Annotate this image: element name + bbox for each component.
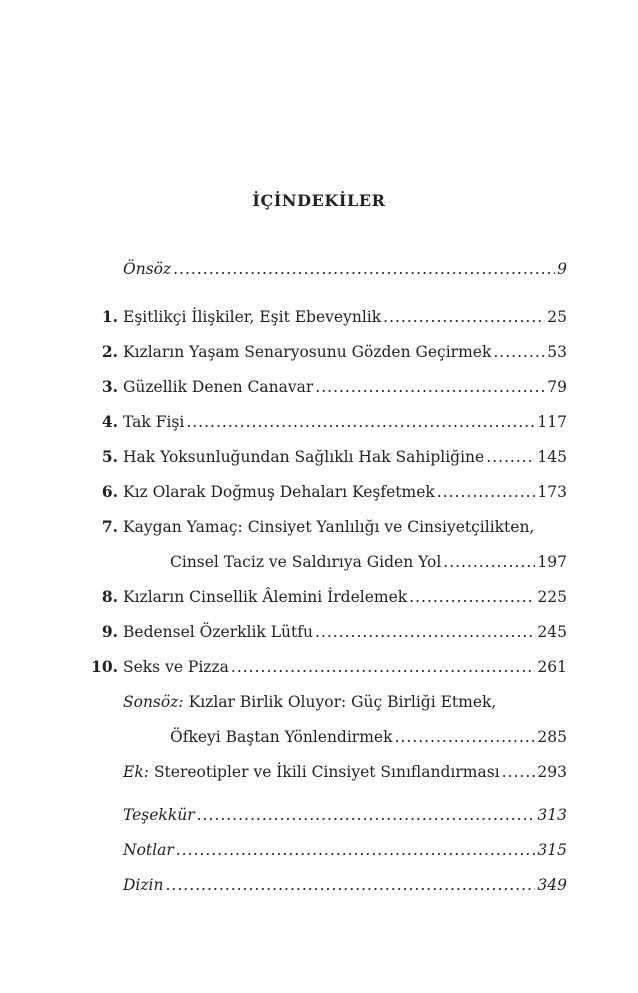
sonsoz-label: Sonsöz: xyxy=(123,693,184,711)
leader-dots xyxy=(383,307,545,327)
leader-dots xyxy=(231,657,536,677)
chapter-page: 25 xyxy=(547,308,567,326)
chapter-title: Seks ve Pizza xyxy=(123,658,229,676)
toc-entry-onsoz xyxy=(123,259,567,279)
back-page: 349 xyxy=(537,876,567,894)
ek-label: Ek: xyxy=(123,763,149,781)
toc-entry-sonsoz xyxy=(123,692,567,712)
page-title: İÇİNDEKİLER xyxy=(252,191,386,210)
toc-entry-chapter xyxy=(101,342,567,362)
back-page: 315 xyxy=(537,841,567,859)
chapter-number: 5. xyxy=(101,447,118,466)
toc-entry-chapter xyxy=(101,482,567,502)
chapter-number: 3. xyxy=(101,377,118,396)
sonsoz-title-cont: Öfkeyi Baştan Yönlendirmek xyxy=(170,728,393,746)
toc-entry-chapter xyxy=(101,377,567,397)
toc-entry-chapter xyxy=(101,307,567,327)
chapter-page: 173 xyxy=(537,483,567,501)
chapter-title: Tak Fişi xyxy=(123,413,185,431)
chapter-number: 4. xyxy=(101,412,118,431)
leader-dots xyxy=(486,447,535,467)
chapter-page: 261 xyxy=(537,658,567,676)
back-page: 313 xyxy=(537,806,567,824)
toc-entry-chapter xyxy=(101,622,567,642)
toc-entry-chapter-cont xyxy=(170,552,567,572)
chapter-title: Kızların Yaşam Senaryosunu Gözden Geçirmek xyxy=(123,343,492,361)
chapter-title-cont: Cinsel Taciz ve Saldırıya Giden Yol xyxy=(170,553,442,571)
toc-entry-label: Önsöz xyxy=(123,260,172,278)
toc-entry-sonsoz-cont xyxy=(170,727,567,747)
toc-entry-back xyxy=(123,875,567,895)
leader-dots xyxy=(437,482,536,502)
toc-entry-back xyxy=(123,805,567,825)
chapter-title: Kız Olarak Doğmuş Dehaları Keşfetmek xyxy=(123,483,435,501)
leader-dots xyxy=(197,805,536,825)
leader-dots xyxy=(315,622,535,642)
leader-dots xyxy=(186,412,535,432)
chapter-title: Hak Yoksunluğundan Sağlıklı Hak Sahipliğine xyxy=(123,448,485,466)
sonsoz-title: Kızlar Birlik Oluyor: Güç Birliği Etmek, xyxy=(188,693,497,711)
leader-dots xyxy=(315,377,545,397)
toc-entry-chapter xyxy=(101,587,567,607)
chapter-page: 53 xyxy=(547,343,567,361)
toc-entry-chapter xyxy=(101,517,567,537)
toc-entry-ek xyxy=(123,762,567,782)
chapter-page: 197 xyxy=(537,553,567,571)
chapter-title: Kızların Cinsellik Âlemini İrdelemek xyxy=(123,588,408,606)
back-label: Notlar xyxy=(123,841,174,859)
leader-dots xyxy=(443,552,535,572)
chapter-number: 8. xyxy=(101,587,118,606)
back-label: Teşekkür xyxy=(123,806,195,824)
leader-dots xyxy=(394,727,535,747)
chapter-number: 6. xyxy=(101,482,118,501)
sonsoz-page: 285 xyxy=(537,728,567,746)
toc-entry-chapter xyxy=(91,657,567,677)
chapter-number: 9. xyxy=(101,622,118,641)
back-label: Dizin xyxy=(123,876,164,894)
chapter-number: 1. xyxy=(101,307,118,326)
leader-dots xyxy=(493,342,545,362)
leader-dots xyxy=(176,840,536,860)
chapter-page: 225 xyxy=(537,588,567,606)
chapter-page: 79 xyxy=(547,378,567,396)
chapter-title: Güzellik Denen Canavar xyxy=(123,378,314,396)
chapter-title: Kaygan Yamaç: Cinsiyet Yanlılığı ve Cinsiyetçilikten, xyxy=(123,518,535,536)
chapter-title: Eşitlikçi İlişkiler, Eşit Ebeveynlik xyxy=(123,308,382,326)
chapter-number: 10. xyxy=(91,657,118,676)
leader-dots xyxy=(173,259,555,279)
chapter-number: 2. xyxy=(101,342,118,361)
ek-title: Stereotipler ve İkili Cinsiyet Sınıflandırması xyxy=(153,763,500,781)
chapter-page: 245 xyxy=(537,623,567,641)
toc-entry-chapter xyxy=(101,447,567,467)
toc-entry-chapter xyxy=(101,412,567,432)
leader-dots xyxy=(166,875,536,895)
chapter-page: 145 xyxy=(537,448,567,466)
ek-page: 293 xyxy=(537,763,567,781)
toc-entry-back xyxy=(123,840,567,860)
toc-entry-page: 9 xyxy=(557,260,567,278)
leader-dots xyxy=(502,762,536,782)
leader-dots xyxy=(409,587,535,607)
chapter-number: 7. xyxy=(101,517,118,536)
chapter-title: Bedensel Özerklik Lütfu xyxy=(123,623,313,641)
chapter-page: 117 xyxy=(537,413,567,431)
